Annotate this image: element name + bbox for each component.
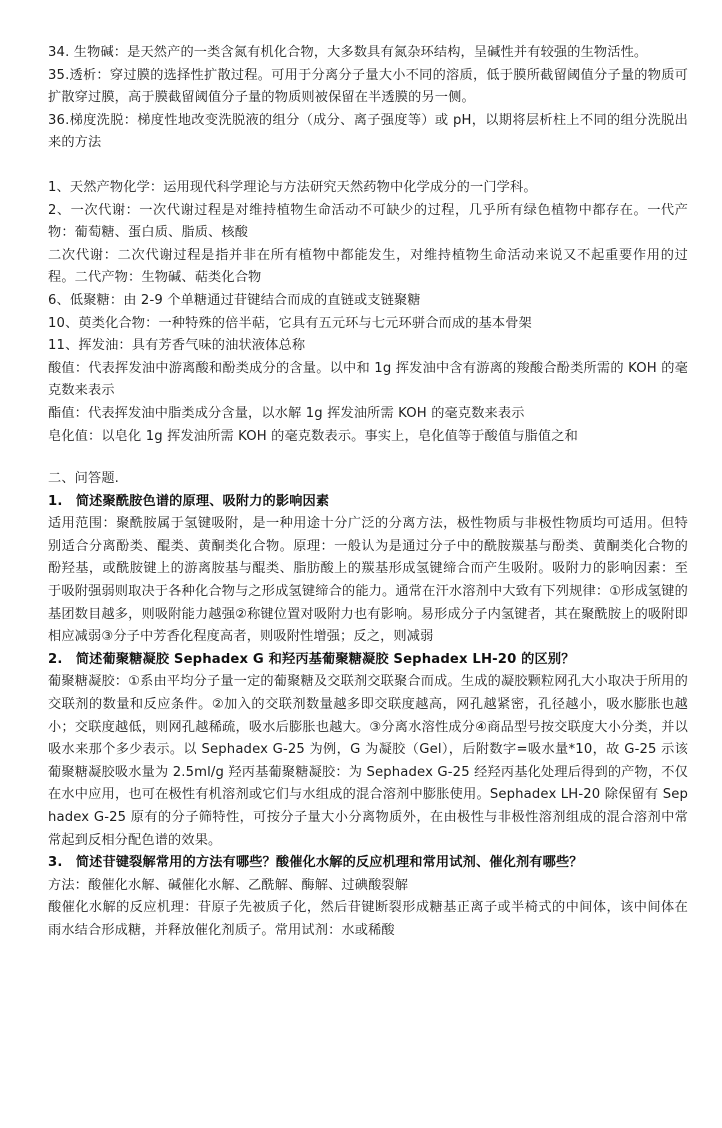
answer-1: 适用范围：聚酰胺属于氢键吸附，是一种用途十分广泛的分离方法，极性物质与非极性物质均可适用。但特别适合分离酚类、醌类、黄酮类化合物。原理：一般认为是通过分子中的酰胺羰基与酚类、黄酮类化合物的酚羟基，或酰胺键上的游离胺基与醌类、脂肪酸上的羰基形成氢键缔合而产生吸附。吸附力的影响因素：至于吸附强弱则取决于各种化合物与之形成氢键缔合的能力。通常在汗水溶剂中大致有下列规律：①形成氢键的基团数目越多，则吸附能力越强②称键位置对吸附力也有影响。易形成分子内氢键者，其在聚酰胺上的吸附即相应减弱③分子中芳香化程度高者，则吸附性增强；反之，则减弱 [48, 516, 688, 645]
section-title-qa: 二、问答题. [48, 471, 120, 487]
glossary-entry-ester-value: 酯值：代表挥发油中脂类成分含量，以水解 1g 挥发油所需 KOH 的毫克数来表示 [48, 405, 525, 421]
answer-3-mechanism: 酸催化水解的反应机理：苷原子先被质子化，然后苷键断裂形成糖基正离子或半椅式的中间体，该中间体在雨水结合形成糖，并释放催化剂质子。常用试剂：水或稀酸 [48, 900, 688, 938]
glossary-entry-11: 11、挥发油：具有芳香气味的油状液体总称 [48, 338, 306, 354]
question-3: 3. 简述苷键裂解常用的方法有哪些？酸催化水解的反应机理和常用试剂、催化剂有哪些？ [48, 855, 583, 871]
answer-3-methods: 方法：酸催化水解、碱催化水解、乙酰解、酶解、过碘酸裂解 [48, 877, 409, 893]
glossary-entry-36: 36.梯度洗脱：梯度性地改变洗脱液的组分（成分、离子强度等）或 pH，以期将层析柱上不同的组分洗脱出来的方法 [48, 112, 688, 151]
glossary-entry-6: 6、低聚糖：由 2-9 个单糖通过苷键结合而成的直链或支链聚糖 [48, 292, 421, 308]
glossary-entry-secondary-metabolism: 二次代谢：二次代谢过程是指并非在所有植物中都能发生，对维持植物生命活动来说又不起重要作用的过程。二代产物：生物碱、萜类化合物 [48, 247, 688, 286]
answer-2: 葡聚糖凝胶：①系由平均分子量一定的葡聚糖及交联剂交联聚合而成。生成的凝胶颗粒网孔大小取决于所用的交联剂的数量和反应条件。②加入的交联剂数量越多即交联度越高，网孔越紧密，孔径越小，吸水膨胀也越小；交联度越低，则网孔越稀疏，吸水后膨胀也越大。③分离水溶性成分④商品型号按交联度大小分类，并以吸水来那个多少表示。以 Sephadex G-25 为例，G 为凝胶（Gel），后附数字=吸水量*10，故 G-25 示该葡聚糖凝胶吸水量为 2.5ml/g 羟丙基葡聚糖凝胶：为 Sephadex G-25 经羟丙基化处理后得到的产物，不仅在水中应用，也可在极性有机溶剂或它们与水组成的混合溶剂中膨胀使用。Sephadex LH-20 除保留有 Sephadex G-25 原有的分子筛特性，可按分子量大小分离物质外，在由极性与非极性溶剂组成的混合溶剂中常常起到反相分配色谱的效果。 [48, 674, 688, 848]
glossary-entry-2: 2、一次代谢：一次代谢过程是对维持植物生命活动不可缺少的过程，几乎所有绿色植物中都存在。一代产物：葡萄糖、蛋白质、脂质、核酸 [48, 202, 688, 241]
glossary-entry-saponification-value: 皂化值：以皂化 1g 挥发油所需 KOH 的毫克数表示。事实上，皂化值等于酸值与脂值之和 [48, 428, 578, 444]
section-gap [48, 448, 688, 468]
glossary-entry-10: 10、萸类化合物：一种特殊的倍半萜，它具有五元环与七元环骈合而成的基本骨架 [48, 315, 532, 331]
glossary-entry-1: 1、天然产物化学：运用现代科学理论与方法研究天然药物中化学成分的一门学科。 [48, 179, 537, 195]
glossary-entry-35: 35.透析：穿过膜的选择性扩散过程。可用于分离分子量大小不同的溶质，低于膜所截留阈值分子量的物质可扩散穿过膜，高于膜截留阈值分子量的物质则被保留在半透膜的另一侧。 [48, 67, 688, 106]
document-page [48, 42, 688, 943]
glossary-entry-34: 34. 生物碱：是天然产的一类含氮有机化合物，大多数具有氮杂环结构，呈碱性并有较强的生物活性。 [48, 45, 648, 60]
question-1: 1. 简述聚酰胺色谱的原理、吸附力的影响因素 [48, 493, 330, 509]
paragraph-gap [48, 155, 688, 177]
question-2: 2. 简述葡聚糖凝胶 Sephadex G 和羟丙基葡聚糖凝胶 Sephadex LH-20 的区别？ [48, 651, 575, 667]
glossary-entry-acid-value: 酸值：代表挥发油中游离酸和酚类成分的含量。以中和 1g 挥发油中含有游离的羧酸合酚类所需的 KOH 的毫克数来表示 [48, 360, 688, 399]
